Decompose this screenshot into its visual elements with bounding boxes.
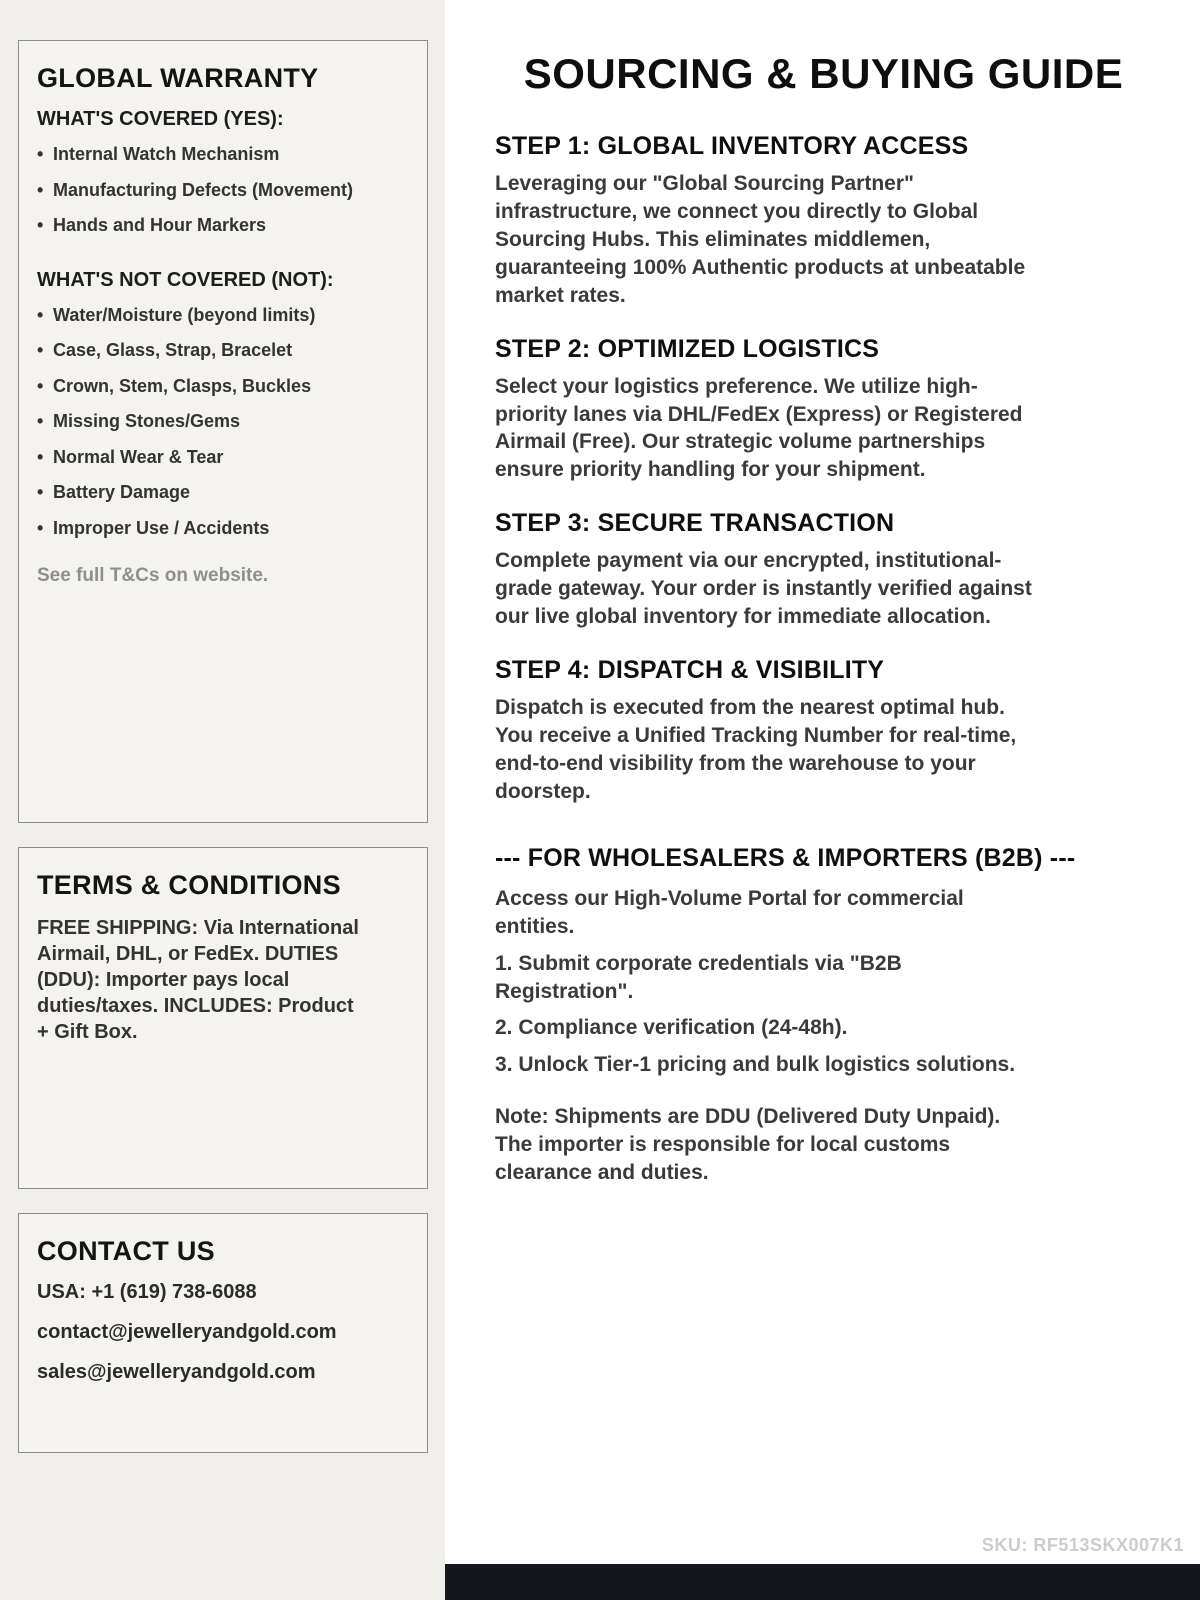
covered-heading: WHAT'S COVERED (YES): <box>37 108 284 130</box>
warranty-title: GLOBAL WARRANTY <box>37 63 319 93</box>
footer-bar <box>445 1564 1200 1600</box>
step-4-body: Dispatch is executed from the nearest optimal hub. You receive a Unified Tracking Number for real-time, end-to-end visibility from the warehouse to your doorstep. <box>495 696 1017 803</box>
b2b-intro: Access our High-Volume Portal for commercial entities. <box>495 886 964 938</box>
step-2-section <box>495 335 1152 485</box>
step-4-heading: STEP 4: DISPATCH & VISIBILITY <box>495 656 885 685</box>
warranty-footnote: See full T&Cs on website. <box>37 565 269 586</box>
list-item: • Improper Use / Accidents <box>37 517 409 540</box>
step-1-section <box>495 132 1152 310</box>
list-item: • Battery Damage <box>37 481 409 504</box>
sidebar <box>0 0 445 1600</box>
list-item: • Case, Glass, Strap, Bracelet <box>37 339 409 362</box>
sku-label: SKU: RF513SKX007K1 <box>981 1535 1184 1555</box>
terms-body: FREE SHIPPING: Via International Airmail, DHL, or FedEx. DUTIES (DDU): Importer pays local duties/taxes. INCLUDES: Product + Gift Box. <box>37 917 359 1043</box>
b2b-item-2: 2. Compliance verification (24-48h). <box>495 1016 848 1040</box>
contact-title: CONTACT US <box>37 1236 215 1266</box>
step-1-heading: STEP 1: GLOBAL INVENTORY ACCESS <box>495 132 969 160</box>
contact-us-box <box>18 1213 428 1453</box>
terms-title: TERMS & CONDITIONS <box>37 870 341 900</box>
covered-list <box>37 143 409 237</box>
main-content <box>445 0 1200 1600</box>
not-covered-heading: WHAT'S NOT COVERED (NOT): <box>37 268 334 291</box>
sales-email: sales@jewelleryandgold.com <box>37 1361 316 1383</box>
terms-conditions-box <box>18 847 428 1189</box>
list-item: • Internal Watch Mechanism <box>37 143 409 166</box>
step-2-heading: STEP 2: OPTIMIZED LOGISTICS <box>495 334 880 363</box>
step-1-body: Leveraging our "Global Sourcing Partner" infrastructure, we connect you directly to Global Sourcing Hubs. This eliminates middlemen, guaranteeing 100% Authentic products at unbeatable market rates. <box>495 172 1026 307</box>
contact-email: contact@jewelleryandgold.com <box>37 1321 337 1343</box>
step-2-body: Select your logistics preference. We utilize high-priority lanes via DHL/FedEx (Express) or Registered Airmail (Free). Our strategic volume partnerships ensure priority handling for your shipment. <box>495 374 1023 482</box>
contact-phone: USA: +1 (619) 738-6088 <box>37 1281 257 1303</box>
list-item: • Manufacturing Defects (Movement) <box>37 179 409 202</box>
step-3-section <box>495 509 1152 631</box>
list-item: • Normal Wear & Tear <box>37 446 409 469</box>
step-4-section <box>495 656 1152 806</box>
step-3-heading: STEP 3: SECURE TRANSACTION <box>495 509 895 538</box>
step-3-body: Complete payment via our encrypted, institutional-grade gateway. Your order is instantly verified against our live global inventory for immediate allocation. <box>495 549 1032 629</box>
not-covered-list <box>37 304 409 540</box>
list-item: • Water/Moisture (beyond limits) <box>37 304 409 327</box>
list-item: • Crown, Stem, Clasps, Buckles <box>37 375 409 398</box>
page-title: SOURCING & BUYING GUIDE <box>523 50 1124 97</box>
b2b-item-1: 1. Submit corporate credentials via "B2B Registration". <box>495 951 902 1003</box>
global-warranty-box <box>18 40 428 823</box>
b2b-note: Note: Shipments are DDU (Delivered Duty Unpaid). The importer is responsible for local customs clearance and duties. <box>495 1105 1001 1185</box>
list-item: • Hands and Hour Markers <box>37 214 409 237</box>
b2b-item-3: 3. Unlock Tier-1 pricing and bulk logistics solutions. <box>495 1053 1016 1077</box>
list-item: • Missing Stones/Gems <box>37 410 409 433</box>
b2b-section <box>495 844 1152 1187</box>
b2b-heading: --- FOR WHOLESALERS & IMPORTERS (B2B) --- <box>495 843 1076 872</box>
